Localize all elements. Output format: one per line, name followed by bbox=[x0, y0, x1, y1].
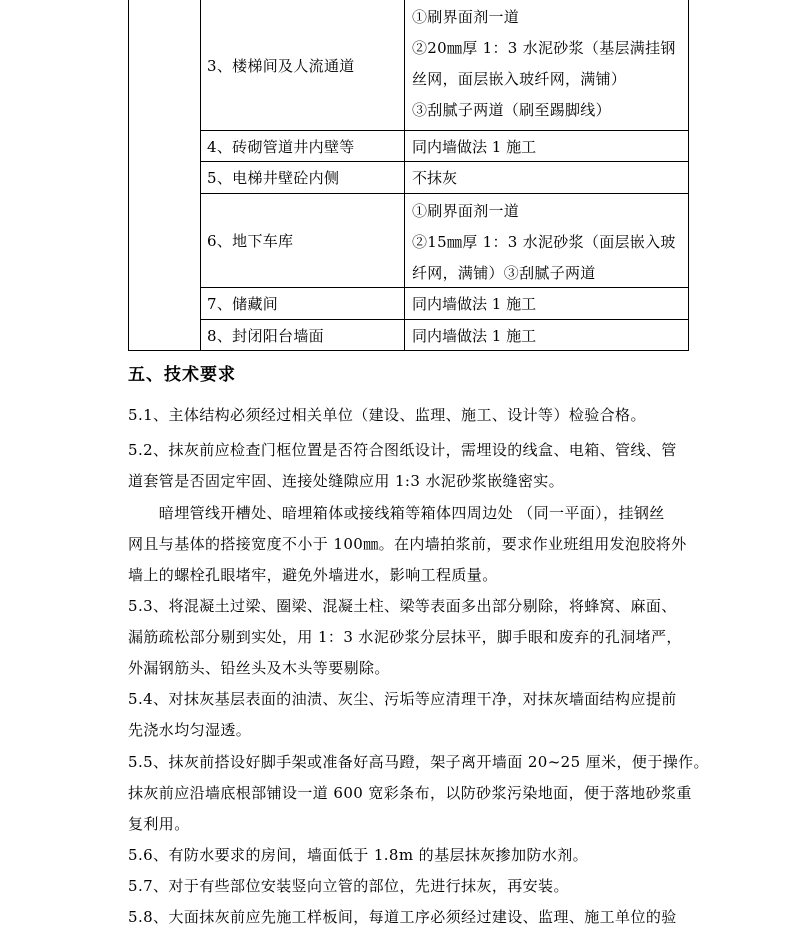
method-line: 不抹灰 bbox=[412, 169, 458, 187]
method-cell bbox=[405, 0, 688, 130]
method-cell bbox=[405, 320, 688, 350]
paragraph-line: 网且与基体的搭接宽度不小于 100㎜。在内墙拍浆前，要求作业班组用发泡胶将外 bbox=[128, 535, 687, 553]
method-line: ②15㎜厚 1：3 水泥砂浆（面层嵌入玻 bbox=[412, 233, 676, 251]
method-line: 丝网，面层嵌入玻纤网，满铺） bbox=[412, 70, 627, 88]
method-line: 同内墙做法 1 施工 bbox=[412, 326, 537, 345]
table-row bbox=[200, 131, 689, 162]
table-row bbox=[200, 194, 689, 288]
table-row bbox=[200, 288, 689, 320]
paragraph-line: 道套管是否固定牢固、连接处缝隙应用 1:3 水泥砂浆嵌缝密实。 bbox=[128, 472, 565, 490]
paragraph-line: 5.6、有防水要求的房间，墙面低于 1.8m 的基层抹灰掺加防水剂。 bbox=[128, 846, 589, 864]
section-heading: 五、技术要求 bbox=[128, 365, 236, 385]
paragraph-line: 5.1、主体结构必须经过相关单位（建设、监理、施工、设计等）检验合格。 bbox=[128, 406, 646, 424]
part-label: 3、楼梯间及人流通道 bbox=[207, 56, 355, 75]
method-line: 同内墙做法 1 施工 bbox=[412, 137, 537, 156]
part-label: 5、电梯井壁砼内侧 bbox=[207, 169, 340, 187]
table-row bbox=[200, 0, 689, 131]
table-row bbox=[200, 320, 689, 351]
paragraph-line: 抹灰前应沿墙底根部铺设一道 600 宽彩条布，以防砂浆污染地面，便于落地砂浆重 bbox=[128, 784, 692, 802]
paragraph-line: 5.4、对抹灰基层表面的油渍、灰尘、污垢等应清理干净，对抹灰墙面结构应提前 bbox=[128, 690, 677, 708]
part-cell bbox=[201, 320, 405, 350]
part-label: 6、地下车库 bbox=[207, 232, 294, 250]
part-cell bbox=[201, 131, 405, 161]
paragraph-line: 5.3、将混凝土过梁、圈梁、混凝土柱、梁等表面多出部分剔除，将蜂窝、麻面、 bbox=[128, 597, 677, 615]
paragraph-line: 漏筋疏松部分剔到实处，用 1：3 水泥砂浆分层抹平，脚手眼和废弃的孔洞堵严， bbox=[128, 628, 682, 646]
part-cell bbox=[201, 0, 405, 130]
paragraph-line: 复利用。 bbox=[128, 815, 190, 833]
paragraph-line: 5.5、抹灰前搭设好脚手架或准备好高马蹬，架子离开墙面 20~25 厘米，便于操作。 bbox=[128, 753, 709, 771]
method-line: ①刷界面剂一道 bbox=[412, 202, 520, 220]
part-label: 7、储藏间 bbox=[207, 295, 279, 313]
part-cell bbox=[201, 162, 405, 193]
paragraph-line: 5.7、对于有些部位安装竖向立管的部位，先进行抹灰，再安装。 bbox=[128, 877, 569, 895]
method-line: ①刷界面剂一道 bbox=[412, 8, 520, 26]
method-cell bbox=[405, 131, 688, 161]
method-line: 纤网，满铺）③刮腻子两道 bbox=[412, 264, 596, 282]
method-line: ②20㎜厚 1：3 水泥砂浆（基层满挂钢 bbox=[412, 39, 676, 57]
paragraph-line: 5.2、抹灰前应检查门框位置是否符合图纸设计，需埋设的线盒、电箱、管线、管 bbox=[128, 441, 677, 459]
part-cell bbox=[201, 288, 405, 319]
method-line: ③刮腻子两道（刷至踢脚线） bbox=[412, 101, 611, 119]
method-cell bbox=[405, 162, 688, 193]
table-row bbox=[200, 162, 689, 194]
paragraph-line: 先浇水均匀湿透。 bbox=[128, 721, 252, 739]
paragraph-line: 5.8、大面抹灰前应先施工样板间，每道工序必须经过建设、监理、施工单位的验 bbox=[128, 908, 677, 926]
part-cell bbox=[201, 194, 405, 287]
table-category-column bbox=[128, 0, 200, 351]
method-cell bbox=[405, 288, 688, 319]
paragraph-line: 墙上的螺栓孔眼堵牢，避免外墙进水，影响工程质量。 bbox=[128, 566, 498, 584]
paragraph-line: 外漏钢筋头、铅丝头及木头等要剔除。 bbox=[128, 659, 390, 677]
part-label: 8、封闭阳台墙面 bbox=[207, 326, 324, 345]
method-cell bbox=[405, 194, 688, 287]
paragraph-line: 暗埋管线开槽处、暗埋箱体或接线箱等箱体四周边处 （同一平面），挂钢丝 bbox=[128, 504, 665, 522]
method-line: 同内墙做法 1 施工 bbox=[412, 295, 537, 313]
part-label: 4、砖砌管道井内壁等 bbox=[207, 137, 355, 156]
